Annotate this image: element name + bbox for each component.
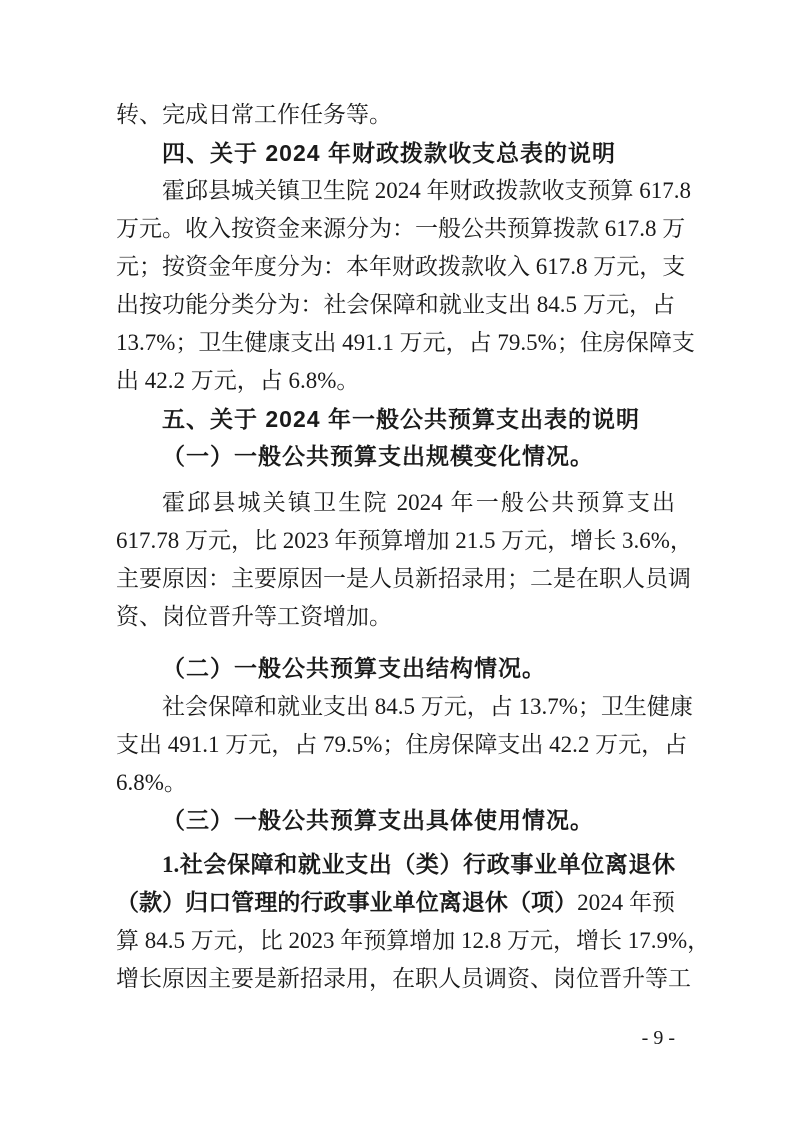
text-line (116, 884, 675, 922)
text-line (116, 286, 675, 324)
text-segment: 6.8%。 (116, 770, 187, 795)
text-segment: （三）一般公共预算支出具体使用情况。 (162, 808, 594, 833)
text-line (116, 134, 675, 172)
bold-text-segment: （款）归口管理的行政事业单位离退休（项） (116, 890, 578, 915)
text-segment: 万元。收入按资金来源分为：一般公共预算拨款 617.8 万 (116, 216, 686, 241)
text-line (116, 400, 675, 438)
text-line (116, 522, 693, 560)
text-segment: 主要原因：主要原因一是人员新招录用；二是在职人员调 (116, 566, 691, 591)
text-segment: 算 84.5 万元，比 2023 年预算增加 12.8 万元，增长 17.9%， (116, 928, 711, 953)
text-line (116, 846, 675, 884)
text-line (116, 172, 691, 210)
text-line (116, 96, 675, 134)
text-line (116, 324, 695, 362)
text-line (116, 362, 675, 400)
subheading-scale-change (116, 438, 675, 476)
text-segment: 617.78 万元，比 2023 年预算增加 21.5 万元，增长 3.6%， (116, 528, 693, 553)
text-line (116, 650, 675, 688)
para-social-security-item (116, 846, 711, 998)
text-segment: 元；按资金年度分为：本年财政拨款收入 617.8 万元，支 (116, 254, 686, 279)
text-segment: 霍邱县城关镇卫生院 2024 年一般公共预算支出 (162, 490, 675, 515)
text-line (116, 922, 711, 960)
text-segment: 支出 491.1 万元，占 79.5%；住房保障支出 42.2 万元，占 (116, 732, 688, 757)
text-line (116, 726, 688, 764)
para-carryover (116, 96, 675, 134)
subheading-usage (116, 802, 675, 840)
text-segment: （一）一般公共预算支出规模变化情况。 (162, 444, 594, 469)
document-content (116, 96, 711, 998)
text-segment: 五、关于 2024 年一般公共预算支出表的说明 (162, 406, 640, 432)
text-segment: 出 42.2 万元，占 6.8%。 (116, 368, 360, 393)
text-segment: 四、关于 2024 年财政拨款收支总表的说明 (162, 140, 616, 166)
text-segment: 增长原因主要是新招录用，在职人员调资、岗位晋升等工 (116, 966, 691, 991)
text-segment: （二）一般公共预算支出结构情况。 (162, 656, 546, 681)
text-segment: 霍邱县城关镇卫生院 2024 年财政拨款收支预算 617.8 (162, 178, 691, 203)
text-segment: 转、完成日常工作任务等。 (116, 102, 392, 127)
text-line (116, 438, 675, 476)
text-line (116, 484, 675, 522)
text-line (116, 688, 693, 726)
text-line (116, 210, 686, 248)
page-number: - 9 - (641, 1027, 675, 1049)
subheading-structure (116, 650, 675, 688)
text-segment: 出按功能分类分为：社会保障和就业支出 84.5 万元，占 (116, 292, 675, 317)
text-line (116, 598, 675, 636)
text-segment: 13.7%；卫生健康支出 491.1 万元，占 79.5%；住房保障支 (116, 330, 695, 355)
text-segment: 资、岗位晋升等工资增加。 (116, 604, 392, 629)
text-line (116, 960, 691, 998)
text-segment: 2024 年预 (577, 890, 676, 915)
bold-text-segment: 1.社会保障和就业支出（类）行政事业单位离退休 (162, 852, 675, 877)
text-line (116, 560, 691, 598)
heading-section-5 (116, 400, 675, 438)
text-line (116, 248, 686, 286)
heading-section-4 (116, 134, 675, 172)
para-fiscal-appropriation-summary (116, 172, 695, 400)
text-line (116, 764, 675, 802)
para-scale-change (116, 484, 693, 636)
text-segment: 社会保障和就业支出 84.5 万元，占 13.7%；卫生健康 (162, 694, 693, 719)
para-structure (116, 688, 693, 802)
text-line (116, 802, 675, 840)
